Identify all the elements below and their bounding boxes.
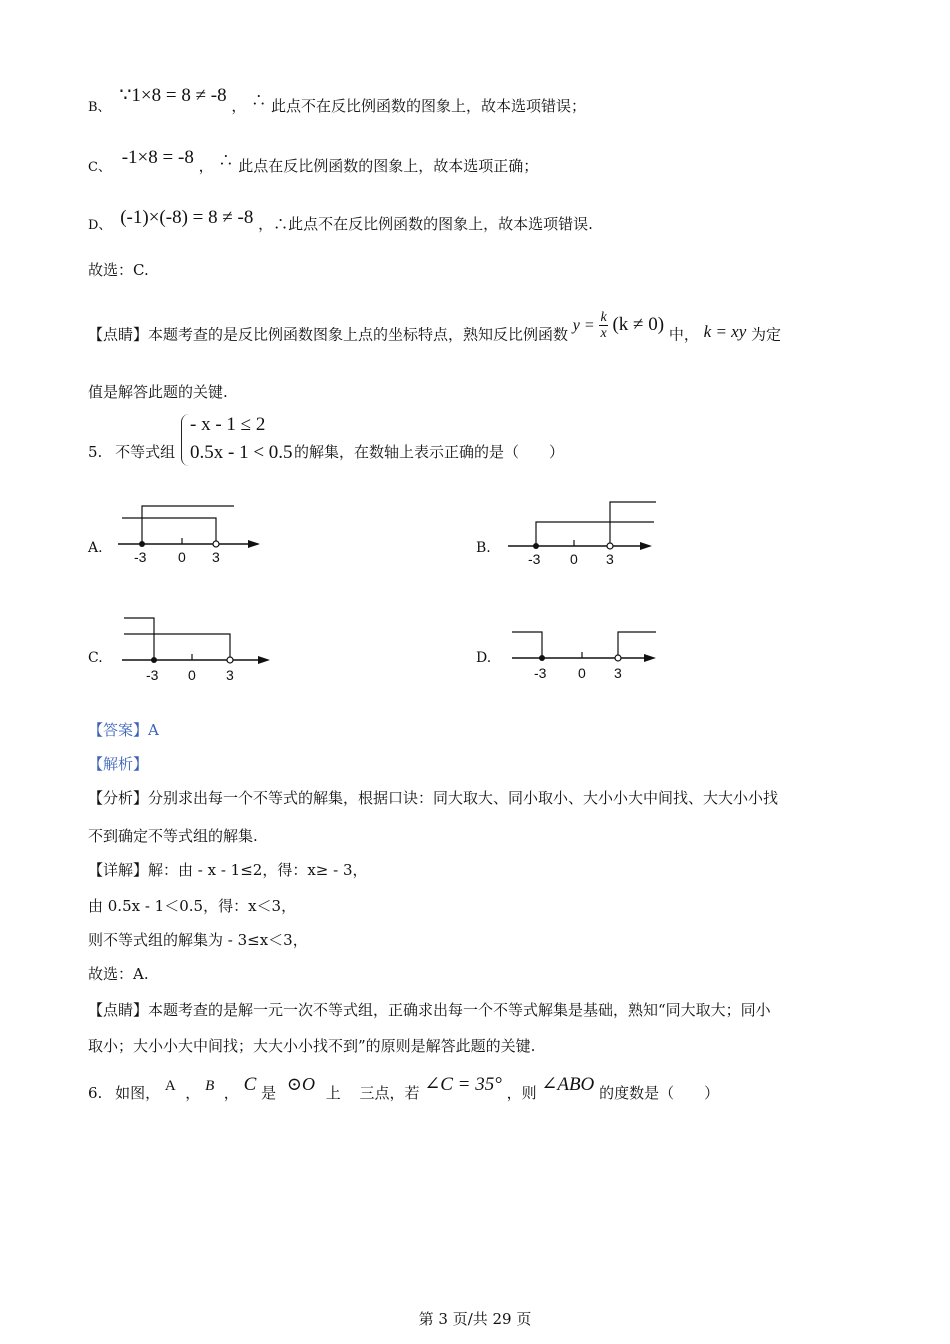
tick-label-3: 3 bbox=[606, 551, 614, 567]
fenxi-line2: 不到确定不等式组的解集. bbox=[88, 827, 258, 845]
dianjing-q4-suffix: 为定 bbox=[751, 325, 782, 344]
q6-lead: 如图， bbox=[115, 1084, 161, 1102]
solid-point bbox=[151, 657, 157, 663]
jiexi-heading: 【解析】 bbox=[88, 755, 149, 773]
tick-label-0: 0 bbox=[570, 551, 578, 567]
option-c-label: C、 bbox=[88, 160, 111, 175]
interval-line-right bbox=[124, 634, 230, 660]
q6-ze: ，则 bbox=[506, 1084, 537, 1102]
q5-stem bbox=[88, 442, 175, 462]
tick-label-neg3: -3 bbox=[528, 551, 541, 567]
inequality-brace bbox=[181, 414, 190, 466]
q6-point-b: B bbox=[205, 1078, 215, 1094]
dianjing-q4-line2: 值是解答此题的关键. bbox=[88, 383, 228, 401]
interval-line-right bbox=[610, 502, 656, 546]
axis-arrow bbox=[640, 542, 652, 550]
dianjing-q4-prefix: 【点睛】本题考查的是反比例函数图象上点的坐标特点，熟知反比例函数 bbox=[88, 325, 569, 344]
option-b-label-fig: B. bbox=[476, 540, 491, 556]
option-c-text: 此点在反比例函数的图象上，故本选项正确； bbox=[238, 157, 539, 175]
q6-shang: 上 bbox=[325, 1084, 341, 1102]
q5-number: 5. bbox=[88, 443, 103, 461]
q5-inequality-2: 0.5x - 1 < 0.5 bbox=[190, 442, 293, 463]
option-d-label-fig: D. bbox=[476, 650, 492, 666]
option-c-sep: ， bbox=[198, 157, 214, 175]
solid-point bbox=[139, 541, 145, 547]
q5-lead: 不等式组 bbox=[115, 443, 176, 461]
xiangjie-line3: 则不等式组的解集为 - 3≤x＜3， bbox=[88, 931, 308, 949]
option-d-label: D、 bbox=[88, 218, 112, 233]
option-c-math: -1×8 = -8 bbox=[121, 147, 194, 168]
option-b-label: B、 bbox=[88, 100, 111, 115]
page-footer: 第 3 页/共 29 页 bbox=[418, 1310, 532, 1328]
number-line-a bbox=[110, 500, 270, 570]
q5-tail: 的解集，在数轴上表示正确的是（ ） bbox=[294, 443, 565, 461]
option-a-label: A. bbox=[88, 540, 103, 556]
option-b-math: ∵1×8 = 8 ≠ -8 bbox=[119, 85, 227, 106]
option-b-text: 此点不在反比例函数的图象上，故本选项错误； bbox=[271, 97, 587, 115]
q6-circle-o: ⊙O bbox=[286, 1074, 315, 1094]
tick-label-neg3: -3 bbox=[146, 667, 159, 683]
xiangjie-line2: 由 0.5x - 1＜0.5，得：x＜3， bbox=[88, 897, 297, 915]
fraction-numerator: k bbox=[600, 310, 607, 325]
axis-arrow bbox=[248, 540, 260, 548]
interval-line-left bbox=[512, 632, 542, 658]
tick-label-neg3: -3 bbox=[534, 665, 547, 681]
option-d-math: (-1)×(-8) = 8 ≠ -8 bbox=[120, 207, 254, 228]
tick-label-0: 0 bbox=[178, 549, 186, 565]
hollow-point bbox=[615, 655, 621, 661]
q6-point-c: C bbox=[243, 1074, 257, 1095]
interval-line-right bbox=[142, 506, 234, 544]
choose-c: 故选：C. bbox=[88, 261, 149, 279]
q6-point-a: A bbox=[164, 1078, 176, 1094]
formula-condition: (k ≠ 0) bbox=[612, 313, 665, 335]
xiangjie-line1: 【详解】解：由 - x - 1≤2，得：x≥ - 3， bbox=[88, 861, 368, 879]
q6-angle-abo: ∠ABO bbox=[541, 1074, 595, 1095]
axis-arrow bbox=[644, 654, 656, 662]
tick-label-neg3: -3 bbox=[134, 549, 147, 565]
q6-tail: 的度数是（ ） bbox=[599, 1084, 720, 1102]
option-b-line bbox=[88, 85, 587, 118]
answer-heading: 【答案】A bbox=[88, 721, 159, 739]
interval-line-left bbox=[122, 518, 216, 544]
option-c-label-fig: C. bbox=[88, 650, 103, 666]
interval-line-left bbox=[536, 522, 654, 546]
fenxi-line1: 【分析】分别求出每一个不等式的解集，根据口诀：同大取大、同小取小、大小小大中间找、大大小小找 bbox=[88, 789, 779, 807]
dianjing-q5-line2: 取小；大小小大中间找；大大小小找不到”的原则是解答此题的关键. bbox=[88, 1037, 536, 1055]
tick-label-0: 0 bbox=[578, 665, 586, 681]
q6-stem: 6. 如图， A ， B ， C 是 ⊙O 上 三点，若 ∠C = 35° ，则 ∠ABO 的度数是（ ） bbox=[88, 1074, 720, 1102]
option-d-line bbox=[88, 207, 593, 236]
tick-label-0: 0 bbox=[188, 667, 196, 683]
dianjing-q4-mid: 中， bbox=[668, 325, 699, 344]
hollow-point bbox=[607, 543, 613, 549]
option-b-sep: ， bbox=[231, 97, 247, 115]
solid-point bbox=[539, 655, 545, 661]
tick-label-3: 3 bbox=[614, 665, 622, 681]
formula-fraction bbox=[599, 310, 607, 341]
q6-three: 三点，若 bbox=[359, 1084, 420, 1102]
axis-arrow bbox=[258, 656, 270, 664]
q5-inequality-1: - x - 1 ≤ 2 bbox=[190, 414, 266, 435]
number-line-b bbox=[500, 496, 660, 570]
option-c-therefore: ∴ bbox=[218, 151, 234, 169]
hollow-point bbox=[213, 541, 219, 547]
dianjing-q4-line1 bbox=[88, 310, 782, 351]
number-line-c bbox=[114, 612, 274, 686]
q6-shi: 是 bbox=[261, 1084, 277, 1102]
option-d-text: ，∴此点不在反比例函数的图象上，故本选项错误. bbox=[258, 215, 593, 233]
number-line-d bbox=[504, 620, 664, 686]
option-c-line bbox=[88, 147, 539, 178]
dianjing-q5-line1: 【点睛】本题考查的是解一元一次不等式组，正确求出每一个不等式解集是基础，熟知“同大取大；同小 bbox=[88, 1001, 771, 1019]
q6-number: 6. bbox=[88, 1084, 103, 1102]
hollow-point bbox=[227, 657, 233, 663]
formula-kxy: k = xy bbox=[703, 321, 747, 341]
option-b-therefore: ∴ bbox=[251, 91, 267, 109]
choose-a: 故选：A. bbox=[88, 965, 149, 983]
solid-point bbox=[533, 543, 539, 549]
q6-angle-c: ∠C = 35° bbox=[424, 1074, 502, 1095]
interval-line-right bbox=[618, 632, 656, 658]
tick-label-3: 3 bbox=[226, 667, 234, 683]
interval-line-left bbox=[124, 618, 154, 660]
fraction-denominator: x bbox=[600, 326, 607, 341]
formula-y-eq: y = bbox=[572, 316, 595, 334]
tick-label-3: 3 bbox=[212, 549, 220, 565]
